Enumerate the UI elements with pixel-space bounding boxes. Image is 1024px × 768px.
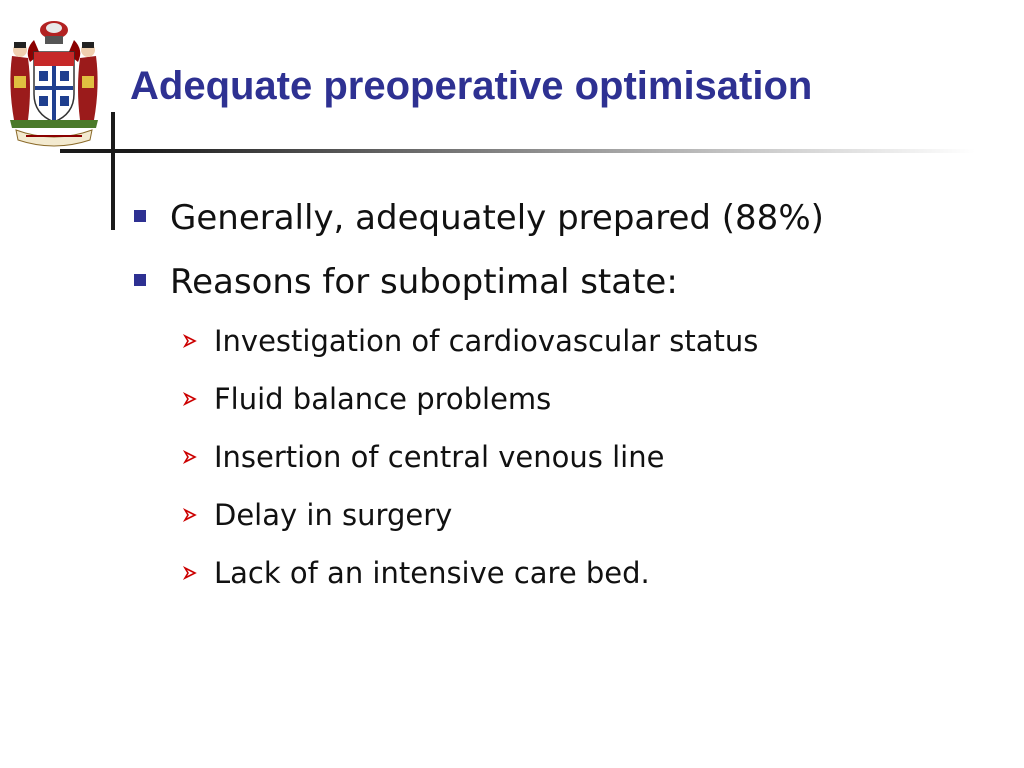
bullet-item bbox=[132, 256, 992, 308]
sub-bullet-text: Investigation of cardiovascular status bbox=[214, 324, 759, 358]
sub-bullet-text: Lack of an intensive care bed. bbox=[214, 556, 650, 590]
sub-bullet-item bbox=[182, 552, 992, 594]
coat-of-arms-logo bbox=[4, 16, 104, 152]
arrowhead-bullet-icon bbox=[182, 391, 198, 407]
bullet-item bbox=[132, 192, 992, 244]
arrowhead-bullet-icon bbox=[182, 449, 198, 465]
sub-bullet-item bbox=[182, 320, 992, 362]
sub-bullet-text: Fluid balance problems bbox=[214, 382, 552, 416]
square-bullet-icon bbox=[134, 210, 146, 222]
sub-bullet-list bbox=[132, 320, 992, 594]
arrowhead-bullet-icon bbox=[182, 565, 198, 581]
title-vertical-rule bbox=[111, 112, 115, 230]
bullet-text: Reasons for suboptimal state: bbox=[170, 262, 678, 302]
slide-body bbox=[132, 192, 992, 610]
arrowhead-bullet-icon bbox=[182, 507, 198, 523]
square-bullet-icon bbox=[134, 274, 146, 286]
sub-bullet-item bbox=[182, 436, 992, 478]
title-horizontal-rule bbox=[60, 149, 975, 153]
sub-bullet-item bbox=[182, 494, 992, 536]
sub-bullet-item bbox=[182, 378, 992, 420]
arrowhead-bullet-icon bbox=[182, 333, 198, 349]
slide-title: Adequate preoperative optimisation bbox=[130, 64, 813, 108]
bullet-text: Generally, adequately prepared (88%) bbox=[170, 198, 824, 238]
sub-bullet-text: Insertion of central venous line bbox=[214, 440, 665, 474]
sub-bullet-text: Delay in surgery bbox=[214, 498, 453, 532]
